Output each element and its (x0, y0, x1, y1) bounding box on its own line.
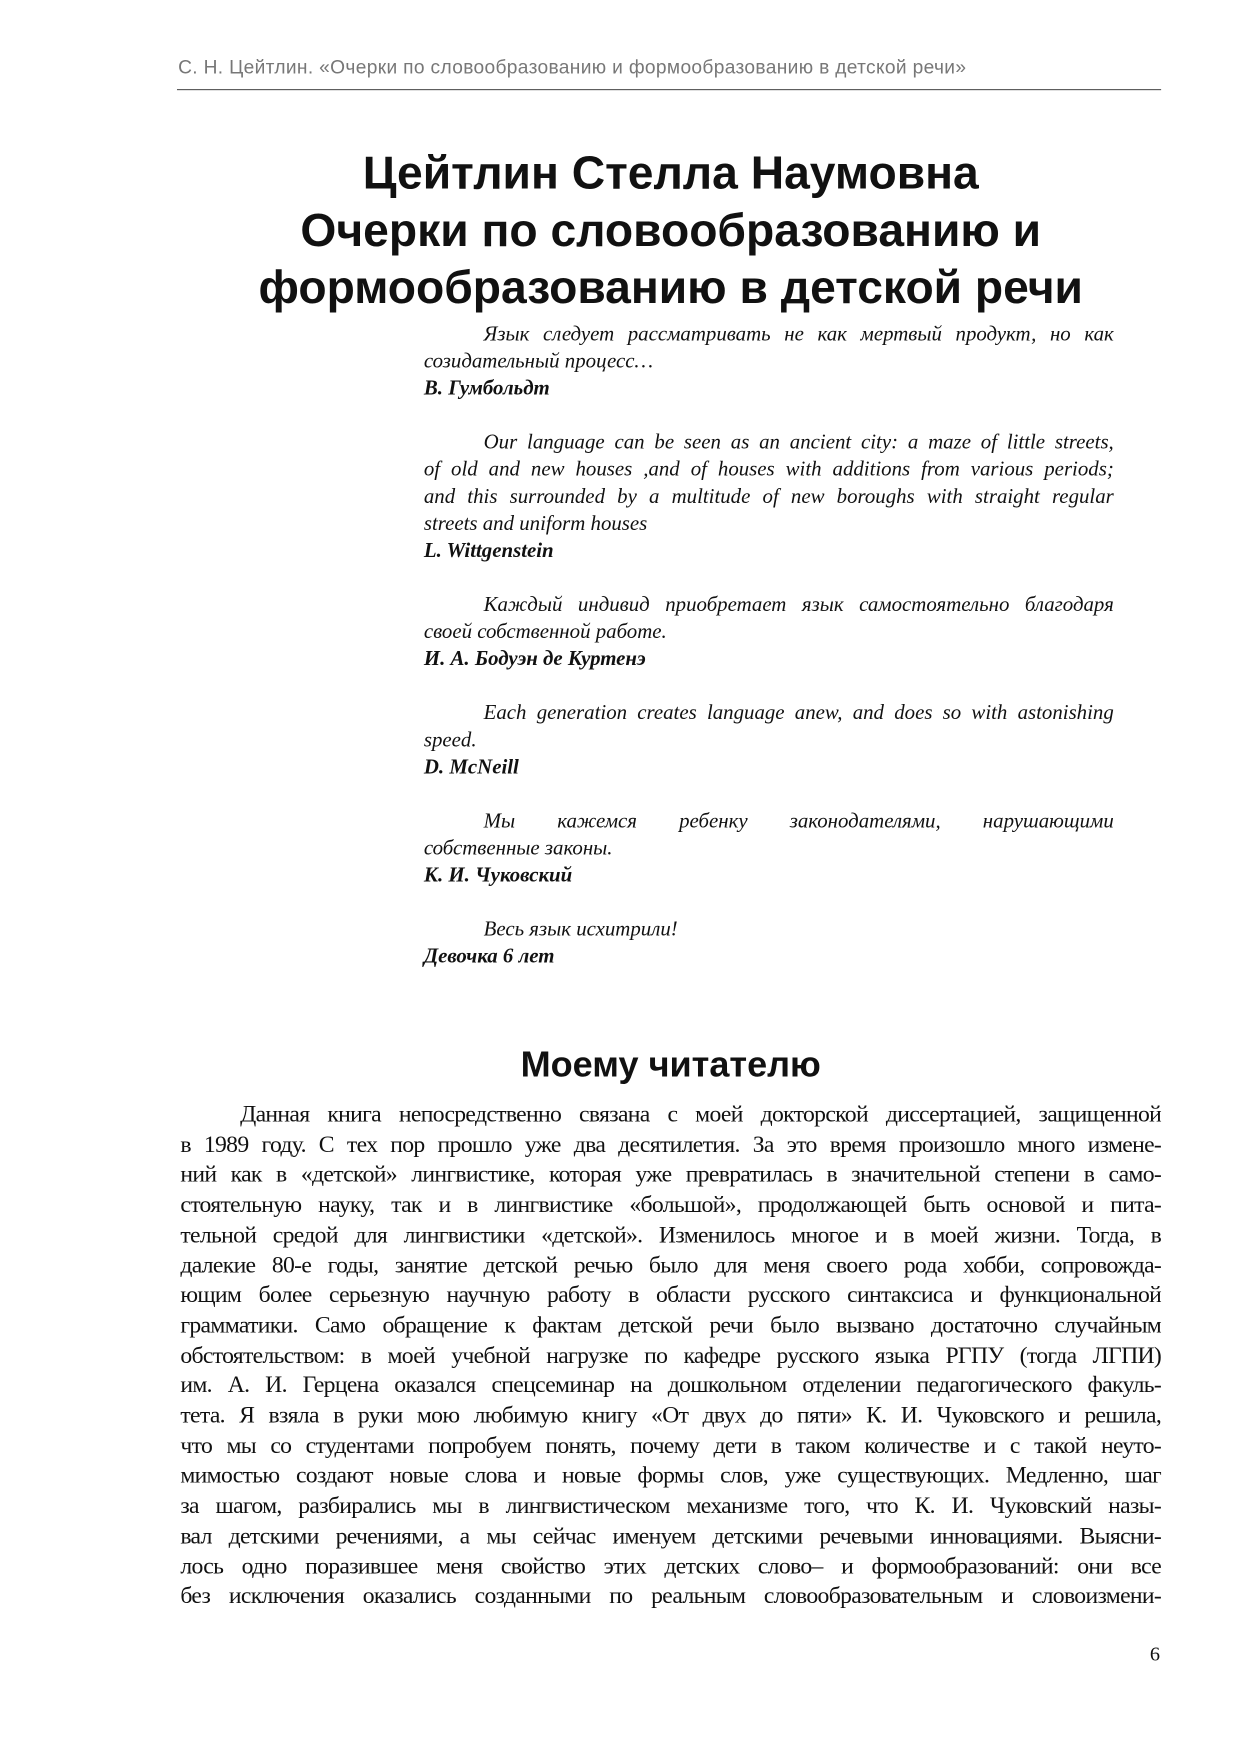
body-line: далекие 80-е годы, занятие детской речью было для меня своего рода хобби, сопровожда- (180, 1250, 1162, 1278)
epigraph-author: И. А. Бодуэн де Куртенэ (423, 648, 646, 671)
page-title (169, 144, 1172, 316)
title-line: Цейтлин Стелла Наумовна (362, 146, 979, 199)
epigraph-line: and this surrounded by a multitude of new boroughs with straight regular (423, 485, 1114, 509)
epigraph-line: streets and uniform houses (423, 512, 648, 536)
running-header: С. Н. Цейтлин. «Очерки по словообразованию и формообразованию в детской речи» (178, 56, 967, 78)
epigraph-line: собственные законы. (423, 837, 613, 861)
epigraph (424, 700, 1114, 781)
epigraph-line: Каждый индивид приобретает язык самостоятельно благодаря (483, 594, 1114, 617)
body-line: в 1989 году. С тех пор прошло уже два десятилетия. За это время произошло много измене- (180, 1130, 1162, 1158)
body-line: вал детскими речениями, а мы сейчас именуем детскими речевыми инновациями. Выясни- (180, 1521, 1162, 1549)
epigraph-line: Each generation creates language anew, and does so with astonishing (483, 702, 1114, 725)
epigraph-line: Язык следует рассматривать не как мертвый продукт, но как (483, 323, 1114, 347)
epigraph-line: Мы кажемся ребенку законодателями, нарушающими (483, 810, 1114, 834)
epigraph-author: Девочка 6 лет (423, 945, 555, 969)
epigraph (424, 808, 1114, 889)
body-line: за шагом, разбирались мы в лингвистическом механизме того, что К. И. Чуковский назы- (180, 1491, 1162, 1519)
epigraph-line: своей собственной работе. (423, 621, 667, 644)
epigraphs (424, 321, 1114, 997)
page-number: 6 (1149, 1642, 1160, 1666)
body-line: стоятельную науку, так и в лингвистике «большой», продолжающей быть основой и пита- (180, 1190, 1162, 1218)
epigraph (424, 430, 1114, 565)
body-line: что мы со студентами попробуем понять, почему дети в таком количестве и с такой неуто- (180, 1431, 1162, 1459)
body-line: обстоятельством: в моей учебной нагрузке по кафедре русского языка РГПУ (тогда ЛГПИ) (180, 1341, 1162, 1369)
body-line: лось одно поразившее меня свойство этих детских слово– и формообразований: они все (180, 1551, 1162, 1579)
body-line: без исключения оказались созданными по реальным словообразовательным и словоизмени- (180, 1581, 1162, 1609)
header-divider (177, 89, 1161, 90)
epigraph-line: speed. (423, 729, 477, 752)
epigraph-author: D. McNeill (423, 756, 519, 779)
title-line: Очерки по словообразованию и (300, 204, 1042, 256)
epigraph-line: of old and new houses ,and of houses with additions from various periods; (423, 458, 1114, 482)
body-line: грамматики. Само обращение к фактам детской речи было вызвано достаточно случайным (180, 1310, 1162, 1339)
epigraph-line: Весь язык исхитрили! (483, 918, 678, 942)
body-line: тета. Я взяла в руки мою любимую книгу «От двух до пяти» К. И. Чуковского и решила, (180, 1401, 1162, 1429)
body-line: ющим более серьезную научную работу в области русского синтаксиса и функциональной (180, 1280, 1162, 1308)
epigraph-author: L. Wittgenstein (423, 539, 554, 563)
epigraph-line: Our language can be seen as an ancient city: a maze of little streets, (483, 431, 1114, 455)
title-line: формообразованию в детской речи (258, 261, 1083, 314)
body-line: Данная книга непосредственно связана с моей докторской диссертацией, защищенной (240, 1100, 1162, 1128)
body-line: мимостью создают новые слова и новые формы слов, уже существующих. Медленно, шаг (180, 1461, 1162, 1489)
body-line: ний как в «детской» лингвистике, которая уже превратилась в значительной степени в само- (180, 1160, 1162, 1188)
epigraph (424, 916, 1114, 970)
epigraph (424, 592, 1114, 673)
body-line: им. А. И. Герцена оказался спецсеминар на дошкольном отделении педагогического факуль- (180, 1371, 1162, 1399)
epigraph (424, 321, 1114, 402)
epigraph-author: К. И. Чуковский (423, 864, 573, 888)
section-body (180, 1099, 1161, 1611)
epigraph-author: В. Гумбольдт (423, 377, 550, 401)
epigraph-line: созидательный процесс… (423, 350, 654, 374)
section-heading: Моему читателю (520, 1043, 821, 1085)
body-line: тельной средой для лингвистики «детской». Изменилось многое и в моей жизни. Тогда, в (180, 1220, 1162, 1248)
